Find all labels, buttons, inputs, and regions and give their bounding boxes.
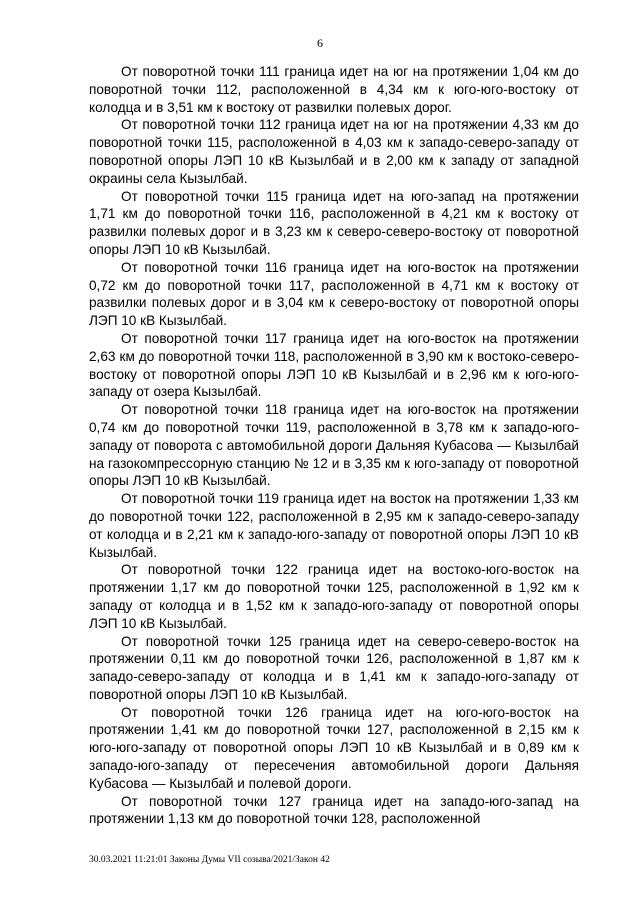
paragraph: От поворотной точки 127 граница идет на западо-юго-запад на протяжении 1,13 км до поворотной точки 128, расположенной (89, 793, 579, 827)
document-body (89, 63, 579, 828)
document-footer: 30.03.2021 11:21:01 Законы Думы VII созыва/2021/Закон 42 (89, 855, 330, 865)
page-number: 6 (317, 36, 323, 50)
paragraph: От поворотной точки 122 граница идет на востоко-юго-восток на протяжении 1,17 км до поворотной точки 125, расположенной в 1,92 км к западу от колодца и в 1,52 км к западо-юго-западу от поворотной опоры ЛЭП 10 кВ Кызылбай. (89, 562, 579, 631)
paragraph: От поворотной точки 111 граница идет на юг на протяжении 1,04 км до поворотной точки 112, расположенной в 4,34 км к юго-юго-востоку от колодца и в 3,51 км к востоку от развилки полевых дорог. (89, 64, 579, 115)
paragraph: От поворотной точки 125 граница идет на северо-северо-восток на протяжении 0,11 км до поворотной точки 126, расположенной в 1,87 км к западо-северо-западу от колодца и в 1,41 км к западо-юго-западу от поворотной опоры ЛЭП 10 кВ Кызылбай. (89, 633, 579, 702)
paragraph: От поворотной точки 116 граница идет на юго-восток на протяжении 0,72 км до поворотной точки 117, расположенной в 4,71 км к востоку от развилки полевых дорог и в 3,04 км к северо-востоку от поворотной опоры ЛЭП 10 кВ Кызылбай. (89, 259, 579, 329)
paragraph: От поворотной точки 115 граница идет на юго-запад на протяжении 1,71 км до поворотной точки 116, расположенной в 4,21 км к востоку от развилки полевых дорог и в 3,23 км к северо-северо-востоку от поворотной опоры ЛЭП 10 кВ Кызылбай. (89, 188, 579, 257)
paragraph: От поворотной точки 117 граница идет на юго-восток на протяжении 2,63 км до поворотной точки 118, расположенной в 3,90 км к востоко-северо-востоку от поворотной опоры ЛЭП 10 кВ Кызылбай и в 2,96 км к юго-юго-западу от озера Кызылбай. (89, 330, 579, 400)
paragraph: От поворотной точки 112 граница идет на юг на протяжении 4,33 км до поворотной точки 115, расположенной в 4,03 км к западо-северо-западу от поворотной опоры ЛЭП 10 кВ Кызылбай и в 2,00 км к западу от западной окраины села Кызылбай. (89, 117, 579, 186)
paragraph: От поворотной точки 119 граница идет на восток на протяжении 1,33 км до поворотной точки 122, расположенной в 2,95 км к западо-северо-западу от колодца и в 2,21 км к западо-юго-западу от поворотной опоры ЛЭП 10 кВ Кызылбай. (89, 491, 579, 560)
paragraph: От поворотной точки 126 граница идет на юго-юго-восток на протяжении 1,41 км до поворотной точки 127, расположенной в 2,15 км к юго-юго-западу от поворотной опоры ЛЭП 10 кВ Кызылбай и в 0,89 км к западо-юго-западу от пересечения автомобильной дороги Дальняя Кубасова — Кызылбай и полевой дороги. (89, 704, 579, 791)
paragraph: От поворотной точки 118 граница идет на юго-восток на протяжении 0,74 км до поворотной точки 119, расположенной в 3,78 км к западо-юго-западу от поворота с автомобильной дороги Дальняя Кубасова — Кызылбай на газокомпрессорную станцию № 12 и в 3,35 км к юго-западу от поворотной опоры ЛЭП 10 кВ Кызылбай. (89, 402, 579, 489)
